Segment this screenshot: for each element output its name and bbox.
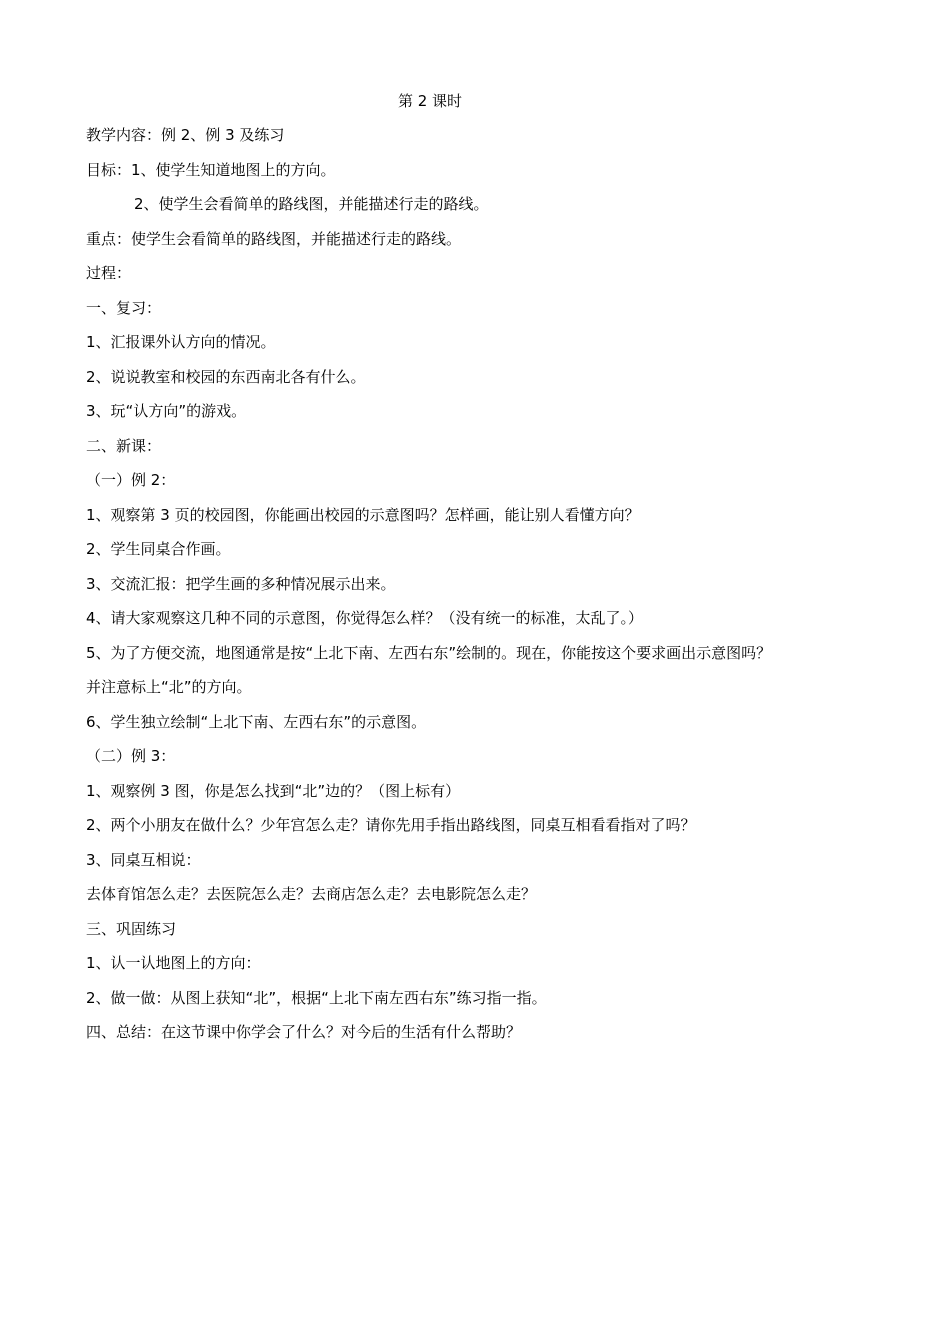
key-point-line: 重点：使学生会看简单的路线图，并能描述行走的路线。: [86, 229, 462, 248]
review-item-1: 1、汇报课外认方向的情况。: [86, 333, 276, 351]
review-item-3: 3、玩“认方向”的游戏。: [86, 402, 247, 420]
example-2-item-6: 6、学生独立绘制“上北下南、左西右东”的示意图。: [86, 712, 427, 731]
teaching-content-line: 教学内容：例 2、例 3 及练习: [86, 126, 285, 144]
example-3-item-2: 2、两个小朋友在做什么？少年宫怎么走？请你先用手指出路线图，同桌互相看看指对了吗？: [86, 816, 696, 834]
process-heading: 过程：: [86, 264, 132, 282]
section-review-heading: 一、复习：: [86, 298, 162, 317]
example-2-item-2: 2、学生同桌合作画。: [86, 540, 231, 558]
section-new-lesson-heading: 二、新课：: [86, 436, 162, 455]
example-2-item-1: 1、观察第 3 页的校园图，你能画出校园的示意图吗？怎样画，能让别人看懂方向？: [86, 505, 640, 524]
lesson-title: 第 2 课时: [397, 92, 463, 110]
example-2-item-5-continued: 并注意标上“北”的方向。: [86, 678, 252, 696]
example-3-item-1: 1、观察例 3 图，你是怎么找到“北”边的？（图上标有）: [86, 781, 461, 800]
section-summary-line: 四、总结：在这节课中你学会了什么？对今后的生活有什么帮助？: [86, 1023, 522, 1041]
practice-item-2: 2、做一做：从图上获知“北”，根据“上北下南左西右东”练习指一指。: [86, 988, 547, 1007]
lesson-body: [86, 124, 886, 1056]
example-2-item-3: 3、交流汇报：把学生画的多种情况展示出来。: [86, 574, 396, 593]
example-3-questions: 去体育馆怎么走？去医院怎么走？去商店怎么走？去电影院怎么走？: [86, 885, 537, 903]
goal-line-2: 2、使学生会看简单的路线图，并能描述行走的路线。: [134, 195, 489, 213]
review-item-2: 2、说说教室和校园的东西南北各有什么。: [86, 367, 366, 386]
practice-item-1: 1、认一认地图上的方向：: [86, 954, 261, 972]
example-3-heading: （二）例 3：: [86, 747, 176, 765]
example-3-item-3: 3、同桌互相说：: [86, 850, 201, 869]
example-2-item-5: 5、为了方便交流，地图通常是按“上北下南、左西右东”绘制的。现在，你能按这个要求画出示意图吗？: [86, 643, 772, 662]
section-practice-heading: 三、巩固练习: [86, 919, 177, 938]
example-2-heading: （一）例 2：: [86, 471, 176, 489]
example-2-item-4: 4、请大家观察这几种不同的示意图，你觉得怎么样？（没有统一的标准，太乱了。）: [86, 609, 644, 627]
goal-line-1: 目标：1、使学生知道地图上的方向。: [86, 160, 336, 179]
